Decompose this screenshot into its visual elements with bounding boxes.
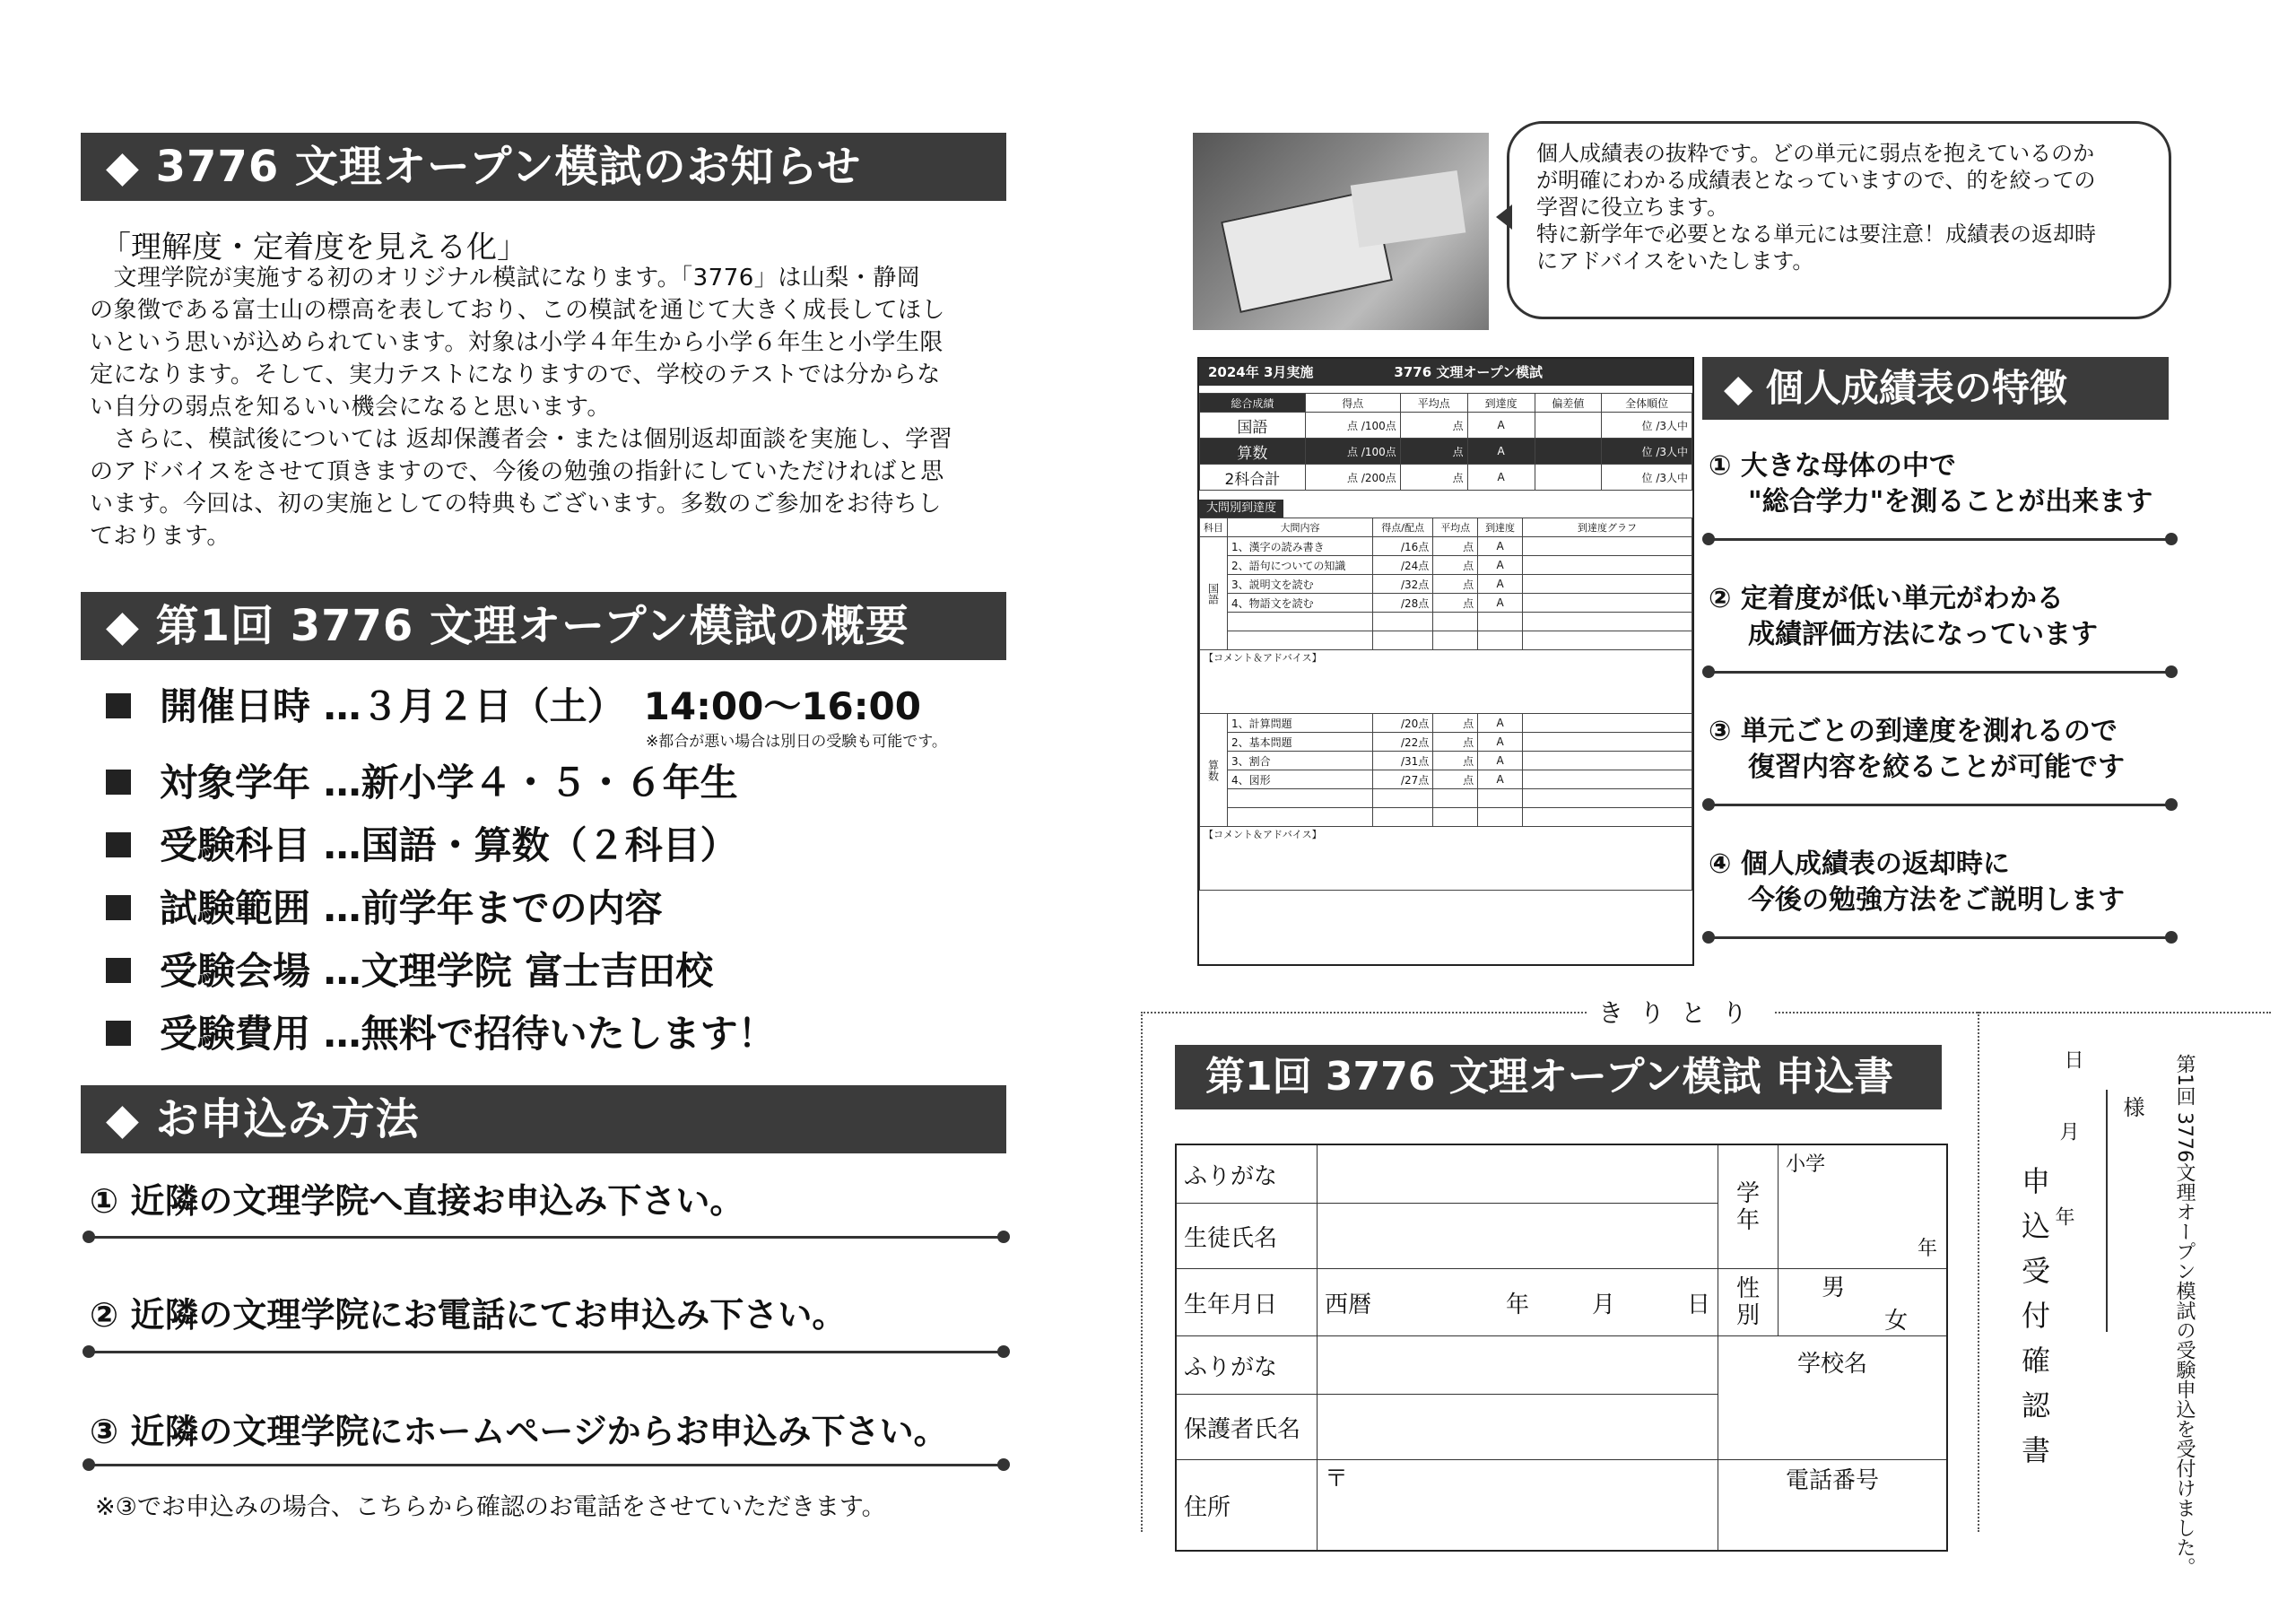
receipt-confirm-text: 第1回 3776文理オープン模試の受験申込を受付けました。 xyxy=(2173,1054,2196,1577)
divider-dot xyxy=(1702,931,1715,944)
subject-label: 国語 xyxy=(1200,537,1228,650)
guardian-furigana-input[interactable] xyxy=(1318,1336,1718,1395)
divider-dot xyxy=(1702,798,1715,811)
detail-cell xyxy=(1478,613,1523,631)
summary-cell: 2科合計 xyxy=(1200,465,1306,491)
detail-cell: /32点 xyxy=(1372,575,1432,594)
summary-cell: 国語 xyxy=(1200,413,1306,439)
speech-bubble xyxy=(1507,121,2171,319)
feature-line: ③ 単元ごとの到達度を測れるので xyxy=(1709,716,2118,747)
overview-item: 対象学年 …新小学４・５・６年生 xyxy=(106,753,738,807)
detail-row xyxy=(1200,770,1692,789)
detail-cell xyxy=(1228,789,1373,808)
form-title: 第1回 3776 文理オープン模試 申込書 xyxy=(1175,1045,1942,1109)
summary-header: 到達度 xyxy=(1467,394,1535,413)
notice-banner: ◆ 3776 文理オープン模試のお知らせ xyxy=(81,133,1006,201)
school-label: 学校名 xyxy=(1797,1351,1868,1378)
detail-cell xyxy=(1228,808,1373,827)
overview-item: 試験範囲 …前学年までの内容 xyxy=(106,879,663,933)
receipt-month: 月 xyxy=(2057,1121,2079,1141)
intro-line: います。今回は、初の実施としての特典もございます。多数のご参加をお待ちし xyxy=(90,491,942,518)
summary-cell: A xyxy=(1467,439,1535,465)
detail-cell xyxy=(1372,613,1432,631)
divider xyxy=(90,1464,1004,1466)
apply-banner: ◆ お申込み方法 xyxy=(81,1085,1006,1153)
detail-cell xyxy=(1433,808,1478,827)
detail-cell: /31点 xyxy=(1372,752,1432,770)
overview-item: 開催日時 …３月２日（土） 14:00～16:00 xyxy=(106,677,921,731)
application-form xyxy=(1175,1144,1948,1552)
guardian-name-input[interactable] xyxy=(1318,1395,1718,1460)
apply-method-2: ② 近隣の文理学院にお電話にてお申込み下さい。 xyxy=(90,1295,847,1335)
summary-cell: 位 /3人中 xyxy=(1602,465,1692,491)
detail-cell: 3、説明文を読む xyxy=(1228,575,1373,594)
intro-line: のアドバイスをさせて頂きますので、今後の勉強の指針にしていただければと思 xyxy=(90,458,944,485)
summary-cell: 点 xyxy=(1400,465,1467,491)
detail-cell: 点 xyxy=(1433,752,1478,770)
bubble-line: 個人成績表の抜粋です。どの単元に弱点を抱えているのか xyxy=(1536,141,2095,166)
bubble-line: にアドバイスをいたします。 xyxy=(1536,248,1814,274)
feature-line: "総合学力"を測ることが出来ます xyxy=(1748,486,2153,518)
address-label: 住所 xyxy=(1176,1460,1318,1552)
comment-box: 【コメント＆アドバイス】 xyxy=(1200,827,1692,891)
receipt-name-line xyxy=(2106,1090,2108,1332)
cut-label: きりとり xyxy=(1587,994,1774,1030)
square-bullet-icon xyxy=(106,693,131,718)
grade-label: 学年 xyxy=(1718,1144,1779,1269)
summary-cell: 位 /3人中 xyxy=(1602,439,1692,465)
summary-row xyxy=(1200,465,1692,491)
divider-dot xyxy=(1702,665,1715,678)
detail-cell: /28点 xyxy=(1372,594,1432,613)
photo-image xyxy=(1193,133,1489,330)
summary-header: 得点 xyxy=(1305,394,1400,413)
summary-cell: 位 /3人中 xyxy=(1602,413,1692,439)
detail-cell xyxy=(1433,631,1478,650)
detail-cell xyxy=(1523,714,1692,733)
detail-cell: 点 xyxy=(1433,770,1478,789)
detail-cell xyxy=(1523,789,1692,808)
phone-label: 電話番号 xyxy=(1786,1467,1880,1494)
divider-dot xyxy=(997,1345,1010,1358)
feature-line: 成績評価方法になっています xyxy=(1748,619,2098,650)
intro-line: さらに、模試後については 返却保護者会・または個別返却面談を実施し、学習 xyxy=(90,426,953,453)
summary-header: 偏差値 xyxy=(1535,394,1602,413)
scorecard-header: 2024年 3月実施 3776 文理オープン模試 xyxy=(1199,359,1692,386)
detail-header: 得点/配点 xyxy=(1372,518,1432,537)
detail-row xyxy=(1200,575,1692,594)
detail-cell: 1、計算問題 xyxy=(1228,714,1373,733)
postal-mark: 〒 xyxy=(1325,1466,1349,1492)
detail-cell: 2、語句についての知識 xyxy=(1228,556,1373,575)
detail-cell: A xyxy=(1478,594,1523,613)
intro-line: いという思いが込められています。対象は小学４年生から小学６年生と小学生限 xyxy=(90,329,944,356)
apply-method-1: ① 近隣の文理学院へ直接お申込み下さい。 xyxy=(90,1181,744,1221)
detail-cell: A xyxy=(1478,714,1523,733)
detail-cell: /22点 xyxy=(1372,733,1432,752)
subject-label: 算数 xyxy=(1200,714,1228,827)
overview-note: ※都合が悪い場合は別日の受験も可能です。 xyxy=(646,733,947,751)
grade-suffix: 年 xyxy=(1917,1238,1937,1260)
divider-dot xyxy=(2165,798,2178,811)
detail-cell: 2、基本問題 xyxy=(1228,733,1373,752)
student-name-label: 生徒氏名 xyxy=(1176,1204,1318,1269)
detail-cell xyxy=(1523,537,1692,556)
comment-box: 【コメント＆アドバイス】 xyxy=(1200,650,1692,714)
detail-cell: A xyxy=(1478,733,1523,752)
detail-cell xyxy=(1372,789,1432,808)
divider-dot xyxy=(83,1345,95,1358)
detail-header: 大問内容 xyxy=(1228,518,1373,537)
summary-cell: A xyxy=(1467,465,1535,491)
square-bullet-icon xyxy=(106,1021,131,1046)
student-name-input[interactable] xyxy=(1318,1204,1718,1269)
detail-header: 科目 xyxy=(1200,518,1228,537)
birthday-label: 生年月日 xyxy=(1176,1269,1318,1336)
divider-dot xyxy=(997,1458,1010,1471)
summary-cell: 点 /100点 xyxy=(1305,413,1400,439)
summary-cell xyxy=(1535,439,1602,465)
detail-header: 到達度グラフ xyxy=(1523,518,1692,537)
method-note: ※③でお申込みの場合、こちらから確認のお電話をさせていただきます。 xyxy=(95,1493,886,1521)
detail-cell xyxy=(1372,808,1432,827)
cut-line-divider xyxy=(1978,1012,1979,1532)
detail-header: 平均点 xyxy=(1433,518,1478,537)
detail-cell: A xyxy=(1478,575,1523,594)
detail-cell: 点 xyxy=(1433,556,1478,575)
guardian-name-label: 保護者氏名 xyxy=(1176,1395,1318,1460)
furigana-input[interactable] xyxy=(1318,1144,1718,1204)
subtitle: 「理解度・定着度を見える化」 xyxy=(100,230,527,265)
detail-cell xyxy=(1523,752,1692,770)
intro-line: 定になります。そして、実力テストになりますので、学校のテストでは分からな xyxy=(90,361,941,388)
overview-banner: ◆ 第1回 3776 文理オープン模試の概要 xyxy=(81,592,1006,660)
intro-line: の象徴である富士山の標高を表しており、この模試を通じて大きく成長してほし xyxy=(90,297,946,324)
features-banner: ◆ 個人成績表の特徴 xyxy=(1702,357,2169,420)
detail-cell: /24点 xyxy=(1372,556,1432,575)
square-bullet-icon xyxy=(106,770,131,795)
receipt-day: 日 xyxy=(2061,1049,2083,1069)
detail-cell: 点 xyxy=(1433,733,1478,752)
detail-row xyxy=(1200,789,1692,808)
detail-cell xyxy=(1523,575,1692,594)
paper-stack-icon xyxy=(1351,170,1466,248)
overview-item: 受験会場 …文理学院 富士吉田校 xyxy=(106,942,713,996)
bubble-line: 特に新学年で必要となる単元には要注意！成績表の返却時 xyxy=(1536,222,2096,247)
detail-cell xyxy=(1433,613,1478,631)
feature-line: ④ 個人成績表の返却時に xyxy=(1709,848,2010,880)
feature-item xyxy=(1709,714,2125,786)
detail-cell xyxy=(1523,556,1692,575)
section-title: 大問別到達度 xyxy=(1199,500,1283,518)
square-bullet-icon xyxy=(106,958,131,983)
detail-cell: 点 xyxy=(1433,594,1478,613)
bubble-tail-icon xyxy=(1496,204,1512,230)
detail-cell: 4、図形 xyxy=(1228,770,1373,789)
summary-row xyxy=(1200,439,1692,465)
summary-header: 平均点 xyxy=(1400,394,1467,413)
grade-prefix: 小学 xyxy=(1786,1153,1826,1176)
detail-cell: 1、漢字の読み書き xyxy=(1228,537,1373,556)
detail-cell xyxy=(1478,808,1523,827)
detail-cell: A xyxy=(1478,752,1523,770)
summary-cell: 点 /100点 xyxy=(1305,439,1400,465)
guardian-furigana-label: ふりがな xyxy=(1176,1336,1318,1395)
detail-cell xyxy=(1228,631,1373,650)
divider-dot xyxy=(2165,931,2178,944)
detail-cell xyxy=(1478,789,1523,808)
gender-input[interactable]: 男女 xyxy=(1779,1269,1947,1336)
detail-cell: A xyxy=(1478,556,1523,575)
detail-cell xyxy=(1433,789,1478,808)
receipt-sama: 様 xyxy=(2119,1096,2144,1118)
detail-cell xyxy=(1372,631,1432,650)
cut-line-left xyxy=(1141,1012,1143,1532)
grade-input[interactable] xyxy=(1779,1144,1947,1269)
detail-cell: 点 xyxy=(1433,575,1478,594)
summary-table xyxy=(1199,393,1692,491)
detail-row xyxy=(1200,714,1692,733)
detail-row xyxy=(1200,733,1692,752)
summary-cell xyxy=(1535,413,1602,439)
receipt-title: 申込受付確認書 xyxy=(2017,1166,2051,1480)
gender-label: 性別 xyxy=(1718,1269,1779,1336)
detail-header: 到達度 xyxy=(1478,518,1523,537)
detail-row xyxy=(1200,556,1692,575)
summary-cell: A xyxy=(1467,413,1535,439)
detail-cell: 点 xyxy=(1433,537,1478,556)
divider xyxy=(1709,671,2170,674)
birthday-input[interactable]: 西暦 年 月 日 xyxy=(1318,1269,1718,1336)
divider-dot xyxy=(1702,533,1715,545)
divider-dot xyxy=(2165,533,2178,545)
feature-item xyxy=(1709,448,2152,520)
divider-dot xyxy=(83,1458,95,1471)
bubble-line: が明確にわかる成績表となっていますので、的を絞っての xyxy=(1536,168,2096,193)
feature-line: 今後の勉強方法をご説明します xyxy=(1748,884,2125,916)
summary-cell: 点 xyxy=(1400,439,1467,465)
detail-cell xyxy=(1478,631,1523,650)
detail-cell xyxy=(1228,613,1373,631)
detail-cell xyxy=(1523,631,1692,650)
address-input[interactable] xyxy=(1318,1460,1718,1552)
detail-row xyxy=(1200,808,1692,827)
furigana-label: ふりがな xyxy=(1176,1144,1318,1204)
summary-row xyxy=(1200,413,1692,439)
square-bullet-icon xyxy=(106,895,131,920)
detail-cell: /27点 xyxy=(1372,770,1432,789)
detail-cell xyxy=(1523,594,1692,613)
detail-row xyxy=(1200,594,1692,613)
feature-line: 復習内容を絞ることが可能です xyxy=(1748,752,2125,783)
detail-row xyxy=(1200,537,1692,556)
apply-method-3: ③ 近隣の文理学院にホームページからお申込み下さい。 xyxy=(90,1412,948,1451)
divider xyxy=(1709,804,2170,806)
summary-cell xyxy=(1535,465,1602,491)
detail-row xyxy=(1200,613,1692,631)
feature-item xyxy=(1709,581,2098,653)
detail-cell: A xyxy=(1478,537,1523,556)
feature-line: ② 定着度が低い単元がわかる xyxy=(1709,583,2064,614)
overview-item: 受験費用 …無料で招待いたします！ xyxy=(106,1005,776,1058)
divider xyxy=(90,1351,1004,1353)
detail-cell: A xyxy=(1478,770,1523,789)
overview-item: 受験科目 …国語・算数（２科目） xyxy=(106,816,738,870)
bubble-line: 学習に役立ちます。 xyxy=(1536,195,1729,220)
intro-line: ております。 xyxy=(90,523,230,550)
summary-cell: 算数 xyxy=(1200,439,1306,465)
square-bullet-icon xyxy=(106,832,131,857)
divider-dot xyxy=(83,1231,95,1243)
intro-line: 文理学院が実施する初のオリジナル模試になります。「3776」は山梨・静岡 xyxy=(90,265,921,291)
divider xyxy=(90,1236,1004,1239)
detail-cell xyxy=(1523,808,1692,827)
intro-line: い自分の弱点を知るいい機会になると思います。 xyxy=(90,394,611,421)
feature-item xyxy=(1709,847,2125,918)
school-name-input[interactable] xyxy=(1718,1336,1947,1460)
detail-cell: 3、割合 xyxy=(1228,752,1373,770)
divider-dot xyxy=(997,1231,1010,1243)
divider xyxy=(1709,936,2170,939)
detail-row xyxy=(1200,752,1692,770)
score-report-sample xyxy=(1197,357,1694,966)
detail-cell: 点 xyxy=(1433,714,1478,733)
detail-cell: 4、物語文を読む xyxy=(1228,594,1373,613)
summary-cell: 点 xyxy=(1400,413,1467,439)
summary-header: 全体順位 xyxy=(1602,394,1692,413)
detail-table xyxy=(1199,518,1692,891)
receipt-year: 年 xyxy=(2052,1206,2074,1226)
divider xyxy=(1709,538,2170,541)
divider-dot xyxy=(2165,665,2178,678)
feature-line: ① 大きな母体の中で xyxy=(1709,450,1956,482)
phone-input[interactable] xyxy=(1718,1460,1947,1552)
detail-cell: /16点 xyxy=(1372,537,1432,556)
detail-cell xyxy=(1523,733,1692,752)
detail-cell xyxy=(1523,770,1692,789)
detail-cell xyxy=(1523,613,1692,631)
summary-header: 総合成績 xyxy=(1200,394,1306,413)
detail-row xyxy=(1200,631,1692,650)
detail-cell: /20点 xyxy=(1372,714,1432,733)
intro-paragraph xyxy=(90,262,1004,552)
summary-cell: 点 /200点 xyxy=(1305,465,1400,491)
